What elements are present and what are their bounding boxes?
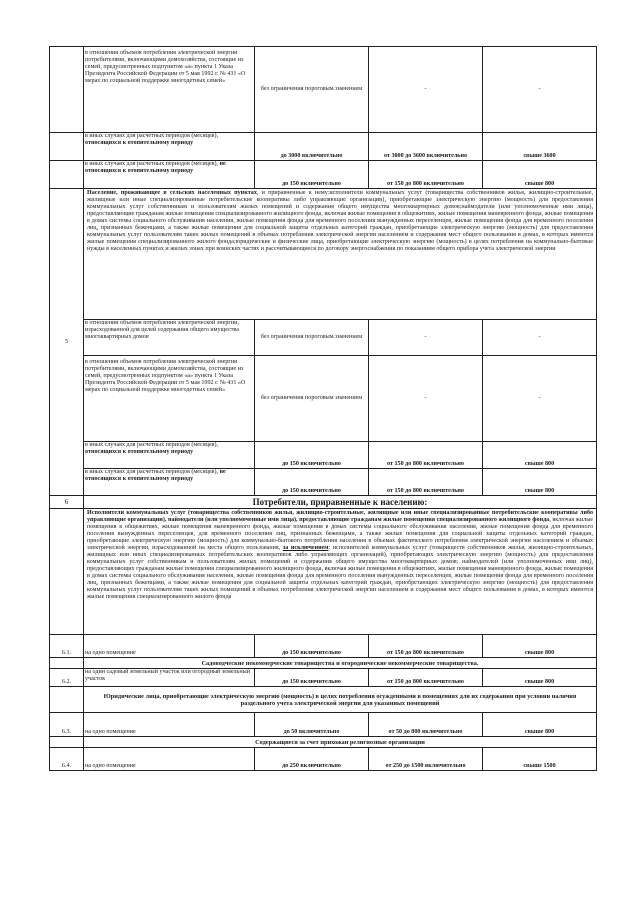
category-text: : исполнителей коммунальных услуг (товариществ собственников жилья, жилищно-строительных, жилищных или иных специализированных потребительских кооперативов либо управляющих организаций), приобретающих электрическую энергию (мощность) для предоставления коммунальных услуг собственникам и пользователям жилых помещений и содержания общего имущества многоквартирных домов; наймодателей (или уполномоченных ими лиц), предоставляющих гражданам жилые помещения специализированного жилищного фонда, включая жилые помещения в общежитиях, жилые помещения маневренного фонда, жилые помещения в домах системы социального обслуживания населения, жилые помещения фонда для временного поселения вынужденных переселенцев, жилые помещения фонда для временного поселения лиц, признанных беженцами, а также жилые помещения для социальной защиты отдельных категорий граждан, приобретающих электрическую энергию (мощность) для предоставления коммунальных услуг пользователям таких жилых помещений в объемах потребления электрической энергии населением и содержания мест общего пользования в домах, в которых имеются жилые помещения специализированного жилого фонда	[87, 545, 593, 600]
row-label-bold: относящихся к отопительному периоду	[85, 449, 194, 455]
subsection-title: Садоводческие некоммерческие товарищества и огороднические некоммерческие товарищества.	[84, 658, 597, 669]
row-label-text: в иных случаях для расчетных периодов (месяцев),	[85, 161, 220, 167]
threshold-cell: без ограничения пороговым значением	[255, 356, 369, 442]
row-label: в отношении объемов потребления электрической энергии потребителями, включающими домохозяйства, состоящие из семей, предусмотренных подпунктом «а» пункта 1 Указа Президента Российской Федерации от 5 мая 1992 г. № 431 «О мерах по социальной поддержке многодетных семей»	[84, 47, 255, 133]
range-cell: -	[369, 356, 483, 442]
table-row	[50, 669, 597, 687]
category-description	[84, 189, 597, 320]
range-cell: от 150 до 800 включительно	[369, 161, 483, 189]
subsection-title: Юридические лица, приобретающие электрическую энергию (мощность) в целях потребления осужденными в помещениях для их содержания при условии наличия раздельного учета электрической энергии для указанных помещений	[84, 687, 597, 713]
category-title: Население, проживающее в сельских населенных пунктах	[87, 190, 257, 196]
range-cell: свыше 800	[483, 469, 597, 496]
table-row	[50, 442, 597, 469]
row-label: в отношении объемов потребления электрической энергии, израсходованной для целей содержания общего имущества многоквартирных домов	[84, 320, 255, 356]
range-cell: -	[483, 356, 597, 442]
row-label	[84, 469, 255, 496]
range-cell: от 150 до 800 включительно	[369, 469, 483, 496]
range-cell: до 150 включительно	[255, 442, 369, 469]
range-cell: свыше 800	[483, 669, 597, 687]
row-number: 6.1.	[50, 635, 84, 658]
threshold-cell: без ограничения пороговым значением	[255, 320, 369, 356]
row-label	[84, 442, 255, 469]
row-number-cell	[50, 133, 84, 161]
exception-label: за исключением	[282, 545, 329, 551]
range-cell: свыше 3600	[483, 133, 597, 161]
row-number: 6.3.	[50, 713, 84, 737]
range-cell: -	[483, 47, 597, 133]
range-cell: до 50 включительно	[255, 713, 369, 737]
row-label: на одно помещение	[84, 635, 255, 658]
table-row	[50, 496, 597, 509]
table-row	[50, 161, 597, 189]
table-row	[50, 737, 597, 748]
range-cell: от 250 до 1500 включительно	[369, 748, 483, 771]
row-number-cell	[50, 47, 84, 133]
table-row	[50, 356, 597, 442]
range-cell: от 3000 до 3600 включительно	[369, 133, 483, 161]
row-label: на один садовый земельный участок или огородный земельный участок	[84, 669, 255, 687]
threshold-cell: без ограничения пороговым значением	[255, 47, 369, 133]
range-cell: свыше 1500	[483, 748, 597, 771]
tariff-table	[49, 46, 597, 771]
row-label-bold: относящихся к отопительному периоду	[85, 140, 194, 146]
table-row	[50, 509, 597, 635]
category-text: , и приравненные к нему:исполнители коммунальных услуг (товарищества собственников жилья, жилищно-строительные, жилищные или иные специализированные потребительские кооперативы либо управляющие организации), приобретающие электрическую энергию (мощность) для предоставления коммунальных услуг собственникам и пользователям жилых помещений и содержания общего имущества многоквартирных домов;наймодатели (или уполномоченные ими лица), предоставляющие гражданам жилые помещения специализированного жилищного фонда, включая жилые помещения в общежитиях, жилые помещения маневренного фонда, жилые помещения в домах системы социального обслуживания населения, жилые помещения фонда для временного поселения вынужденных переселенцев, жилые помещения фонда для временного поселения лиц, признанных беженцами, а также жилые помещения для социальной защиты отдельных категорий граждан, приобретающие электрическую энергию (мощность) для предоставления коммунальных услуг пользователям таких жилых помещений в объемах потребления электрической энергии населением и содержания мест общего пользования в домах, в которых имеются жилые помещения специализированного жилого фонда;юридические и физические лица, приобретающие электрическую энергию (мощность) в целях потребления на коммунально-бытовые нужды в населенных пунктах и жилых зонах при воинских частях и рассчитывающиеся по договору энергоснабжения по показаниям общего прибора учета электрической энергии	[87, 190, 593, 252]
table-row	[50, 320, 597, 356]
range-cell: до 150 включительно	[255, 669, 369, 687]
row-label-bold: не относящихся к отопительному периоду	[85, 469, 226, 482]
range-cell: до 250 включительно	[255, 748, 369, 771]
range-cell: свыше 800	[483, 161, 597, 189]
table-row	[50, 687, 597, 713]
row-label	[84, 161, 255, 189]
row-label	[84, 133, 255, 161]
range-cell: до 150 включительно	[255, 161, 369, 189]
range-cell: от 50 до 800 включительно	[369, 713, 483, 737]
range-cell: свыше 800	[483, 713, 597, 737]
table-row	[50, 133, 597, 161]
row-number: 6.2.	[50, 669, 84, 687]
section-title: Потребители, приравненные к населению:	[84, 496, 597, 509]
table-row	[50, 469, 597, 496]
table-row	[50, 47, 597, 133]
row-number-cell	[50, 509, 84, 635]
row-number: 6	[50, 496, 84, 509]
subsection-title: Содержащиеся за счет прихожан религиозные организации	[84, 737, 597, 748]
row-number-cell	[50, 737, 84, 748]
row-label: в отношении объемов потребления электрической энергии потребителями, включающими домохозяйства, состоящие из семей, предусмотренных подпунктом «а» пункта 1 Указа Президента Российской Федерации от 5 мая 1992 г. № 431 «О мерах по социальной поддержке многодетных семей»	[84, 356, 255, 442]
range-cell: до 3000 включительно	[255, 133, 369, 161]
table-row	[50, 189, 597, 320]
tariff-table-page	[49, 46, 596, 771]
table-row	[50, 635, 597, 658]
category-title: Исполнители коммунальных услуг (товарищества собственников жилья, жилищно-строительные, жилищные или иные специализированные потребительские кооперативы либо управляющие организации), наймодатели (или уполномоченные ими лица), предоставляющие гражданам жилые помещения специализированного жилищного фонда	[87, 510, 593, 523]
range-cell: -	[369, 320, 483, 356]
category-text: , включая жилые помещения в общежитиях, жилые помещения маневренного фонда, жилые помещения в домах системы социального обслуживания населения, жилые помещения фонда для временного поселения вынужденных переселенцев, для временного поселения лиц, признанных беженцами, а также жилые помещения для социальной защиты отдельных категорий граждан, приобретающие электрическую энергию (мощность) для коммунально-бытового потребления населения в объемах фактического потребления электрической энергии населением и объемах электрической энергии, израсходованной на места общего пользования,	[87, 517, 593, 551]
range-cell: -	[369, 47, 483, 133]
range-cell: свыше 800	[483, 635, 597, 658]
row-number: 5	[50, 189, 84, 496]
range-cell: от 150 до 800 включительно	[369, 669, 483, 687]
range-cell: -	[483, 320, 597, 356]
row-label-text: в иных случаях для расчетных периодов (месяцев),	[85, 442, 219, 448]
row-label-bold: не относящихся к отопительному периоду	[85, 161, 226, 174]
range-cell: от 150 до 800 включительно	[369, 635, 483, 658]
category-description	[84, 509, 597, 635]
row-label: на одно помещение	[84, 713, 255, 737]
row-label-text: в иных случаях для расчетных периодов (месяцев),	[85, 133, 219, 139]
row-number-cell	[50, 161, 84, 189]
range-cell: до 150 включительно	[255, 635, 369, 658]
row-label: на одно помещение	[84, 748, 255, 771]
table-row	[50, 658, 597, 669]
row-number: 6.4.	[50, 748, 84, 771]
table-row	[50, 748, 597, 771]
range-cell: свыше 800	[483, 442, 597, 469]
row-label-text: в иных случаях для расчетных периодов (месяцев),	[85, 469, 220, 475]
table-row	[50, 713, 597, 737]
row-number-cell	[50, 658, 84, 669]
range-cell: от 150 до 800 включительно	[369, 442, 483, 469]
range-cell: до 150 включительно	[255, 469, 369, 496]
row-number-cell	[50, 687, 84, 713]
